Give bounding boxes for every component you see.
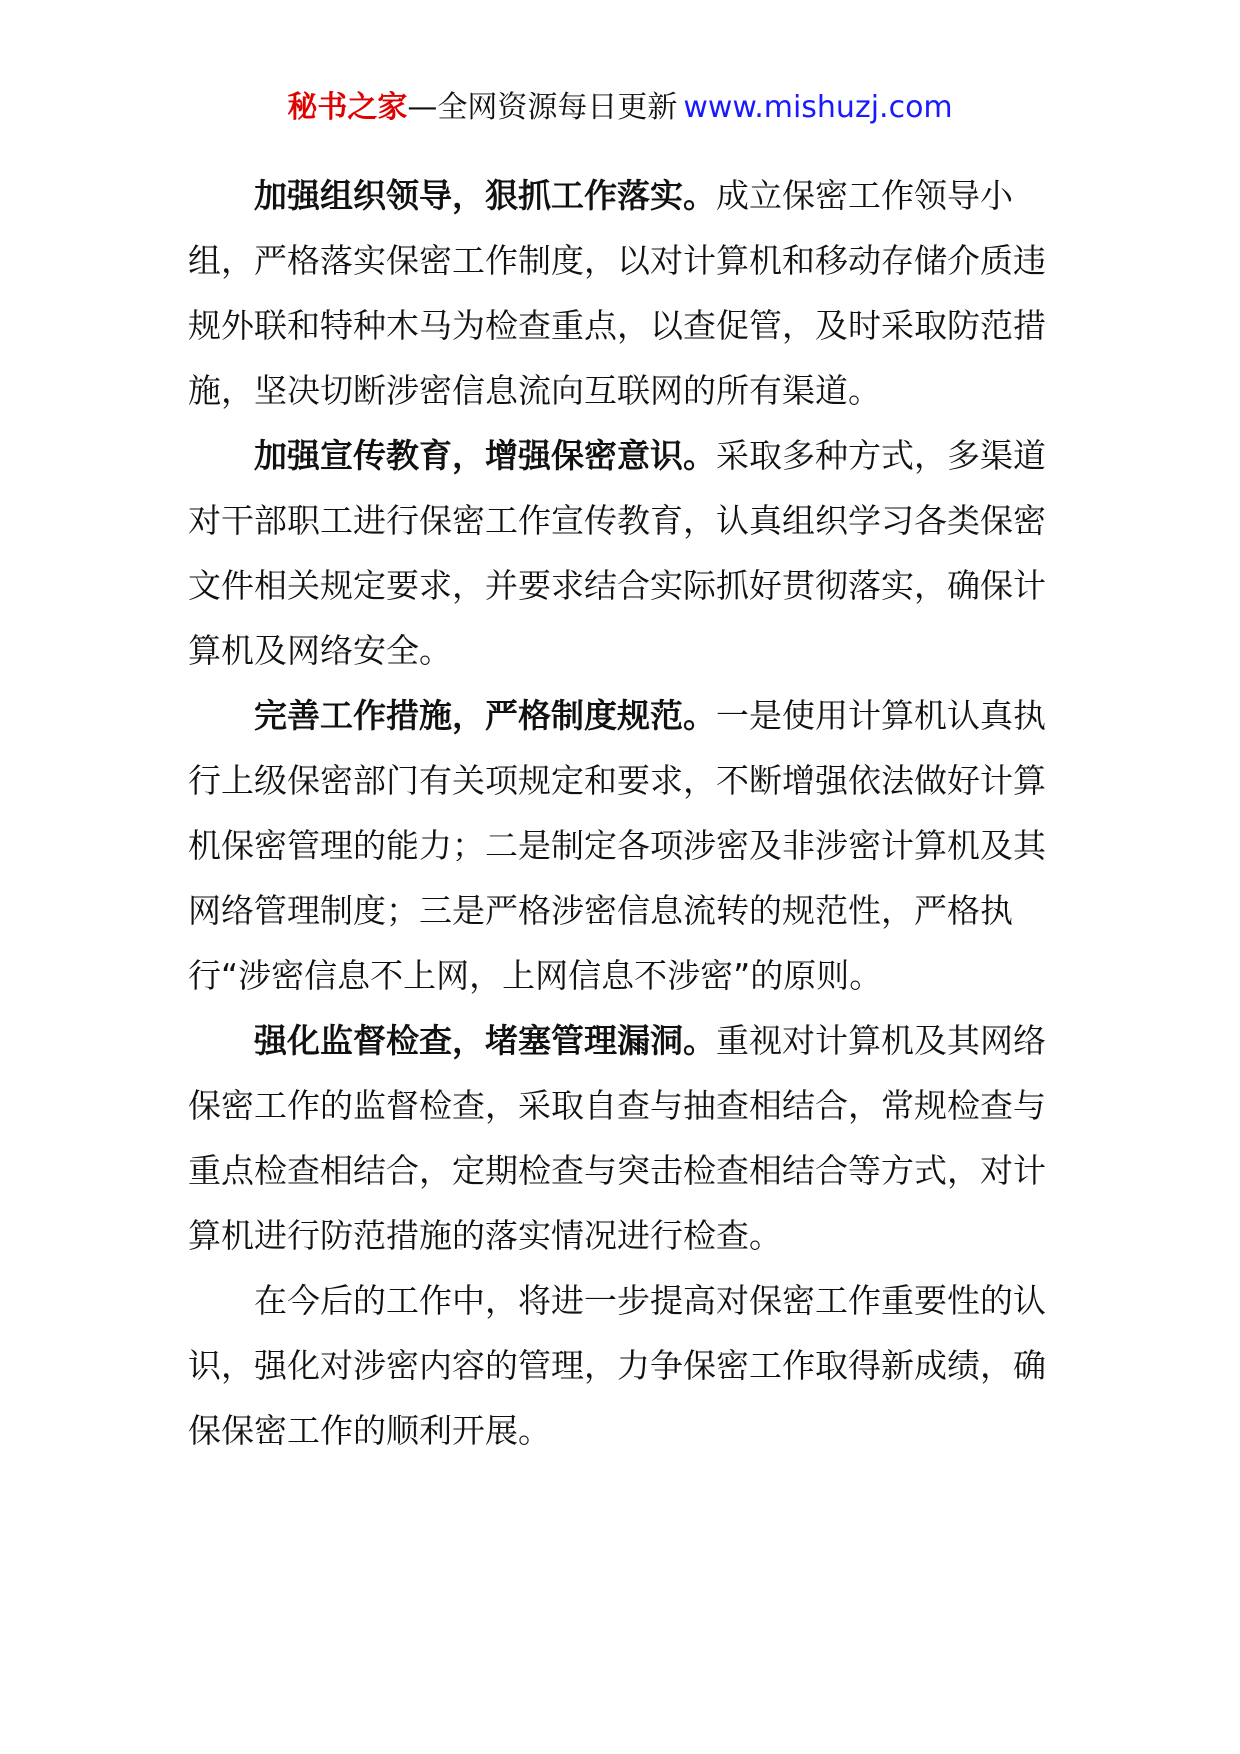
paragraph-lead: 加强宣传教育，增强保密意识。 xyxy=(254,436,716,475)
page-header xyxy=(0,88,1240,128)
paragraph-text: 重视对计算机及其网络保密工作的监督检查，采取自查与抽查相结合，常规检查与重点检查相结合，定期检查与突击检查相结合等方式，对计算机进行防范措施的落实情况进行检查。 xyxy=(188,1021,1046,1255)
paragraph-lead: 完善工作措施，严格制度规范。 xyxy=(254,696,716,735)
header-tagline: —全网资源每日更新 xyxy=(407,90,678,125)
paragraph-supervision xyxy=(188,1008,1058,1268)
site-url-link[interactable]: www.mishuzj.com xyxy=(683,90,953,125)
paragraph-text: 在今后的工作中，将进一步提高对保密工作重要性的认识，强化对涉密内容的管理，力争保密工作取得新成绩，确保保密工作的顺利开展。 xyxy=(188,1281,1046,1450)
paragraph-text: 成立保密工作领导小组，严格落实保密工作制度，以对计算机和移动存储介质违规外联和特种木马为检查重点，以查促管，及时采取防范措施，坚决切断涉密信息流向互联网的所有渠道。 xyxy=(188,176,1046,410)
paragraph-conclusion xyxy=(188,1268,1058,1463)
paragraph-education xyxy=(188,423,1058,683)
paragraph-lead: 加强组织领导，狠抓工作落实。 xyxy=(254,176,716,215)
paragraph-text: 一是使用计算机认真执行上级保密部门有关项规定和要求，不断增强依法做好计算机保密管理的能力；二是制定各项涉密及非涉密计算机及其网络管理制度；三是严格涉密信息流转的规范性，严格执行“涉密信息不上网，上网信息不涉密”的原则。 xyxy=(188,696,1046,995)
paragraph-text: 采取多种方式，多渠道对干部职工进行保密工作宣传教育，认真组织学习各类保密文件相关规定要求，并要求结合实际抓好贯彻落实，确保计算机及网络安全。 xyxy=(188,436,1046,670)
brand-name: 秘书之家 xyxy=(287,90,408,125)
document-body xyxy=(188,163,1058,1463)
paragraph-organization xyxy=(188,163,1058,423)
paragraph-measures xyxy=(188,683,1058,1008)
paragraph-lead: 强化监督检查，堵塞管理漏洞。 xyxy=(254,1021,716,1060)
